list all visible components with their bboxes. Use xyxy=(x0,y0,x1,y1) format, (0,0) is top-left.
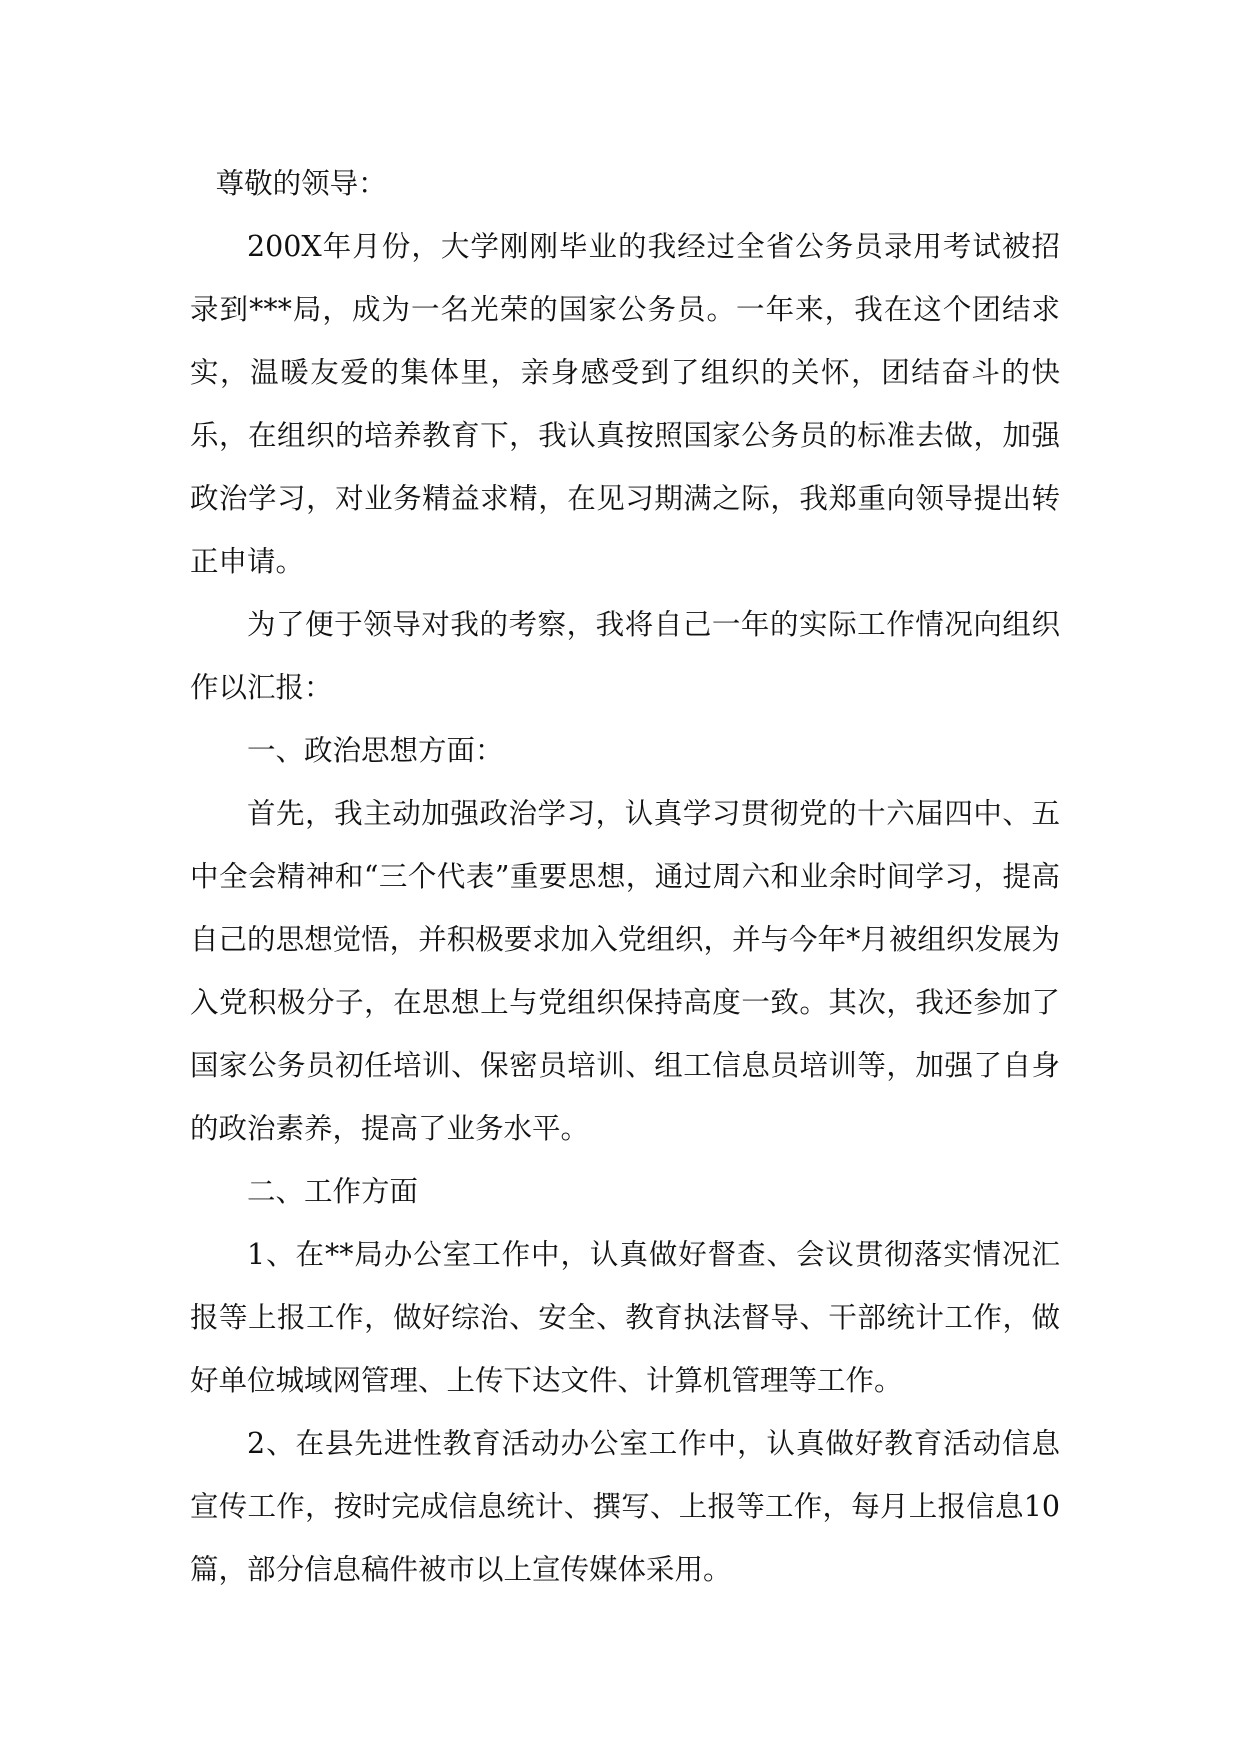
document-body xyxy=(190,152,1060,1601)
paragraph-work-item-2: 2、在县先进性教育活动办公室工作中，认真做好教育活动信息宣传工作，按时完成信息统计、撰写、上报等工作，每月上报信息10篇，部分信息稿件被市以上宣传媒体采用。 xyxy=(190,1427,1060,1586)
section-heading-work: 二、工作方面 xyxy=(247,1175,419,1208)
paragraph-work-item-1: 1、在**局办公室工作中，认真做好督查、会议贯彻落实情况汇报等上报工作，做好综治、安全、教育执法督导、干部统计工作，做好单位城域网管理、上传下达文件、计算机管理等工作。 xyxy=(190,1238,1060,1397)
paragraph-political: 首先，我主动加强政治学习，认真学习贯彻党的十六届四中、五中全会精神和“三个代表”重要思想，通过周六和业余时间学习，提高自己的思想觉悟，并积极要求加入党组织，并与今年*月被组织发展为入党积极分子，在思想上与党组织保持高度一致。其次，我还参加了国家公务员初任培训、保密员培训、组工信息员培训等，加强了自身的政治素养，提高了业务水平。 xyxy=(190,797,1060,1145)
paragraph-report-purpose: 为了便于领导对我的考察，我将自己一年的实际工作情况向组织作以汇报： xyxy=(190,608,1060,704)
salutation: 尊敬的领导： xyxy=(215,167,387,200)
section-heading-political: 一、政治思想方面： xyxy=(247,734,504,767)
paragraph-intro: 200X年月份，大学刚刚毕业的我经过全省公务员录用考试被招录到***局，成为一名光荣的国家公务员。一年来，我在这个团结求实，温暖友爱的集体里，亲身感受到了组织的关怀，团结奋斗的快乐，在组织的培养教育下，我认真按照国家公务员的标准去做，加强政治学习，对业务精益求精，在见习期满之际，我郑重向领导提出转正申请。 xyxy=(190,230,1060,578)
